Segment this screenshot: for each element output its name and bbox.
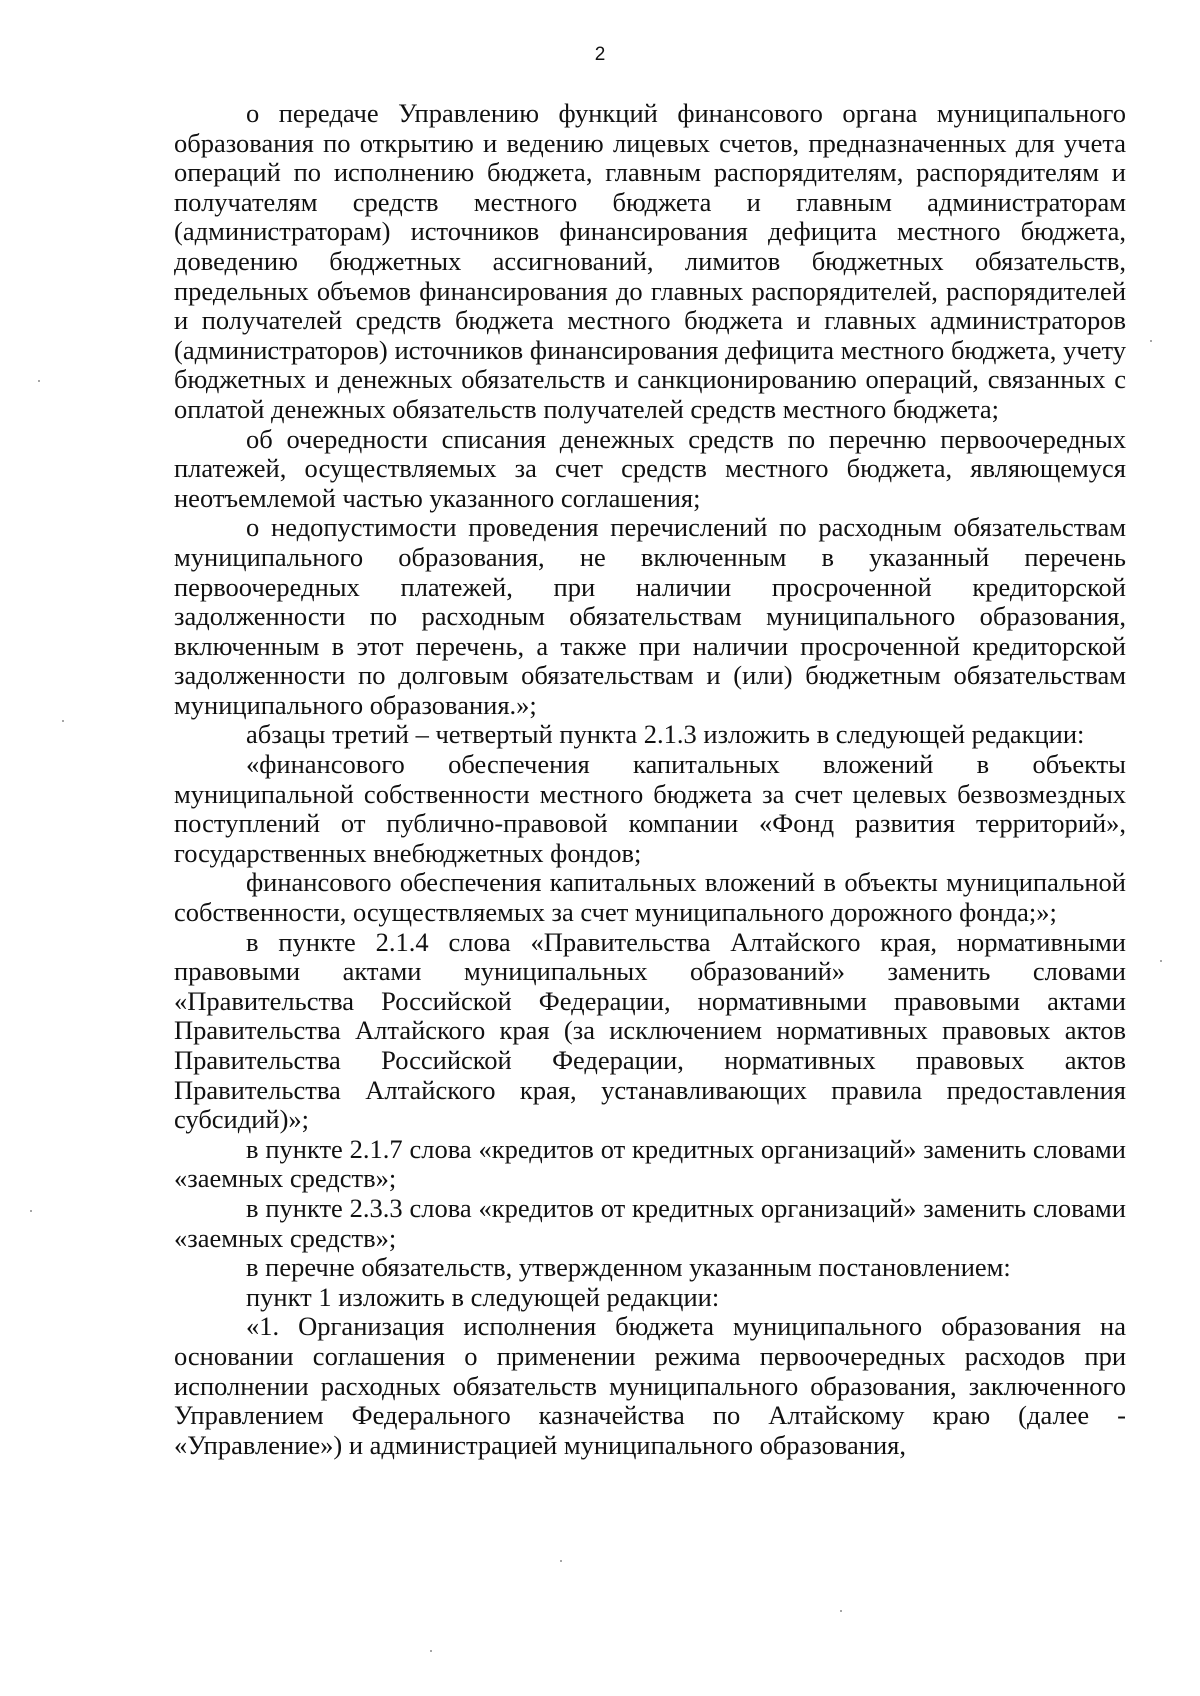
- scan-speck: [430, 1650, 432, 1652]
- paragraph-amend-2-1-7: в пункте 2.1.7 слова «кредитов от кредитных организаций» заменить словами «заемных средств»;: [174, 1133, 1126, 1194]
- paragraph-capital-investments: «финансового обеспечения капитальных вложений в объекты муниципальной собственности местного бюджета за счет целевых безвозмездных поступлений от публично-правовой компании «Фонд развития территорий», государственных внебюджетных фондов;: [174, 749, 1126, 868]
- paragraph-item-1-text: «1. Организация исполнения бюджета муниципального образования на основании соглашения о применении режима первоочередных расходов при исполнении расходных обязательств муниципального образования, заключенного Управлением Федерального казначейства по Алтайскому краю (далее - «Управление») и администрацией муниципального образования,: [174, 1311, 1126, 1460]
- scan-speck: [62, 720, 64, 722]
- paragraph-write-off-order: об очередности списания денежных средств по перечню первоочередных платежей, осуществляемых за счет средств местного бюджета, являющемуся неотъемлемой частью указанного соглашения;: [174, 423, 1126, 513]
- paragraph-amend-2-1-3: абзацы третий – четвертый пункта 2.1.3 изложить в следующей редакции:: [246, 719, 1085, 750]
- paragraph-amend-2-3-3: в пункте 2.3.3 слова «кредитов от кредитных организаций» заменить словами «заемных средств»;: [174, 1192, 1126, 1253]
- paragraph-item-1-edit: пункт 1 изложить в следующей редакции:: [246, 1281, 720, 1312]
- paragraph-financial-functions: о передаче Управлению функций финансового органа муниципального образования по открытию и ведению лицевых счетов, предназначенных для учета операций по исполнению бюджета, главным распорядителям, распорядителям и получателям средств местного бюджета и главным администраторам (администраторам) источников финансирования дефицита местного бюджета, доведению бюджетных ассигнований, лимитов бюджетных обязательств, предельных объемов финансирования до главных распорядителей, распорядителей и получателей средств бюджета местного бюджета и главных администраторов (администраторов) источников финансирования дефицита местного бюджета, учету бюджетных и денежных обязательств и санкционированию операций, связанных с оплатой денежных обязательств получателей средств местного бюджета;: [174, 98, 1126, 424]
- document-body: [174, 99, 1126, 1460]
- scan-speck: [1160, 960, 1162, 962]
- scan-speck: [560, 1560, 562, 1562]
- scan-speck: [1150, 340, 1152, 342]
- scan-speck: [30, 1210, 32, 1212]
- paragraph-inadmissibility: о недопустимости проведения перечислений по расходным обязательствам муниципального образования, не включенным в указанный перечень первоочередных платежей, при наличии просроченной кредиторской задолженности по расходным обязательствам муниципального образования, включенным в этот перечень, а также при наличии просроченной кредиторской задолженности по долговым обязательствам и (или) бюджетным обязательствам муниципального образования.»;: [174, 512, 1126, 720]
- paragraph-amend-2-1-4: в пункте 2.1.4 слова «Правительства Алтайского края, нормативными правовыми актами муниципальных образований» заменить словами «Правительства Российской Федерации, нормативными правовыми актами Правительства Алтайского края (за исключением нормативных правовых актов Правительства Российской Федерации, нормативных правовых актов Правительства Алтайского края, устанавливающих правила предоставления субсидий)»;: [174, 926, 1126, 1135]
- page-number: 2: [594, 44, 606, 65]
- paragraph-obligations-list: в перечне обязательств, утвержденном указанным постановлением:: [246, 1252, 1011, 1283]
- scan-speck: [38, 380, 40, 382]
- paragraph-road-fund: финансового обеспечения капитальных вложений в объекты муниципальной собственности, осуществляемых за счет муниципального дорожного фонда;»;: [174, 867, 1126, 928]
- scan-speck: [840, 1610, 842, 1612]
